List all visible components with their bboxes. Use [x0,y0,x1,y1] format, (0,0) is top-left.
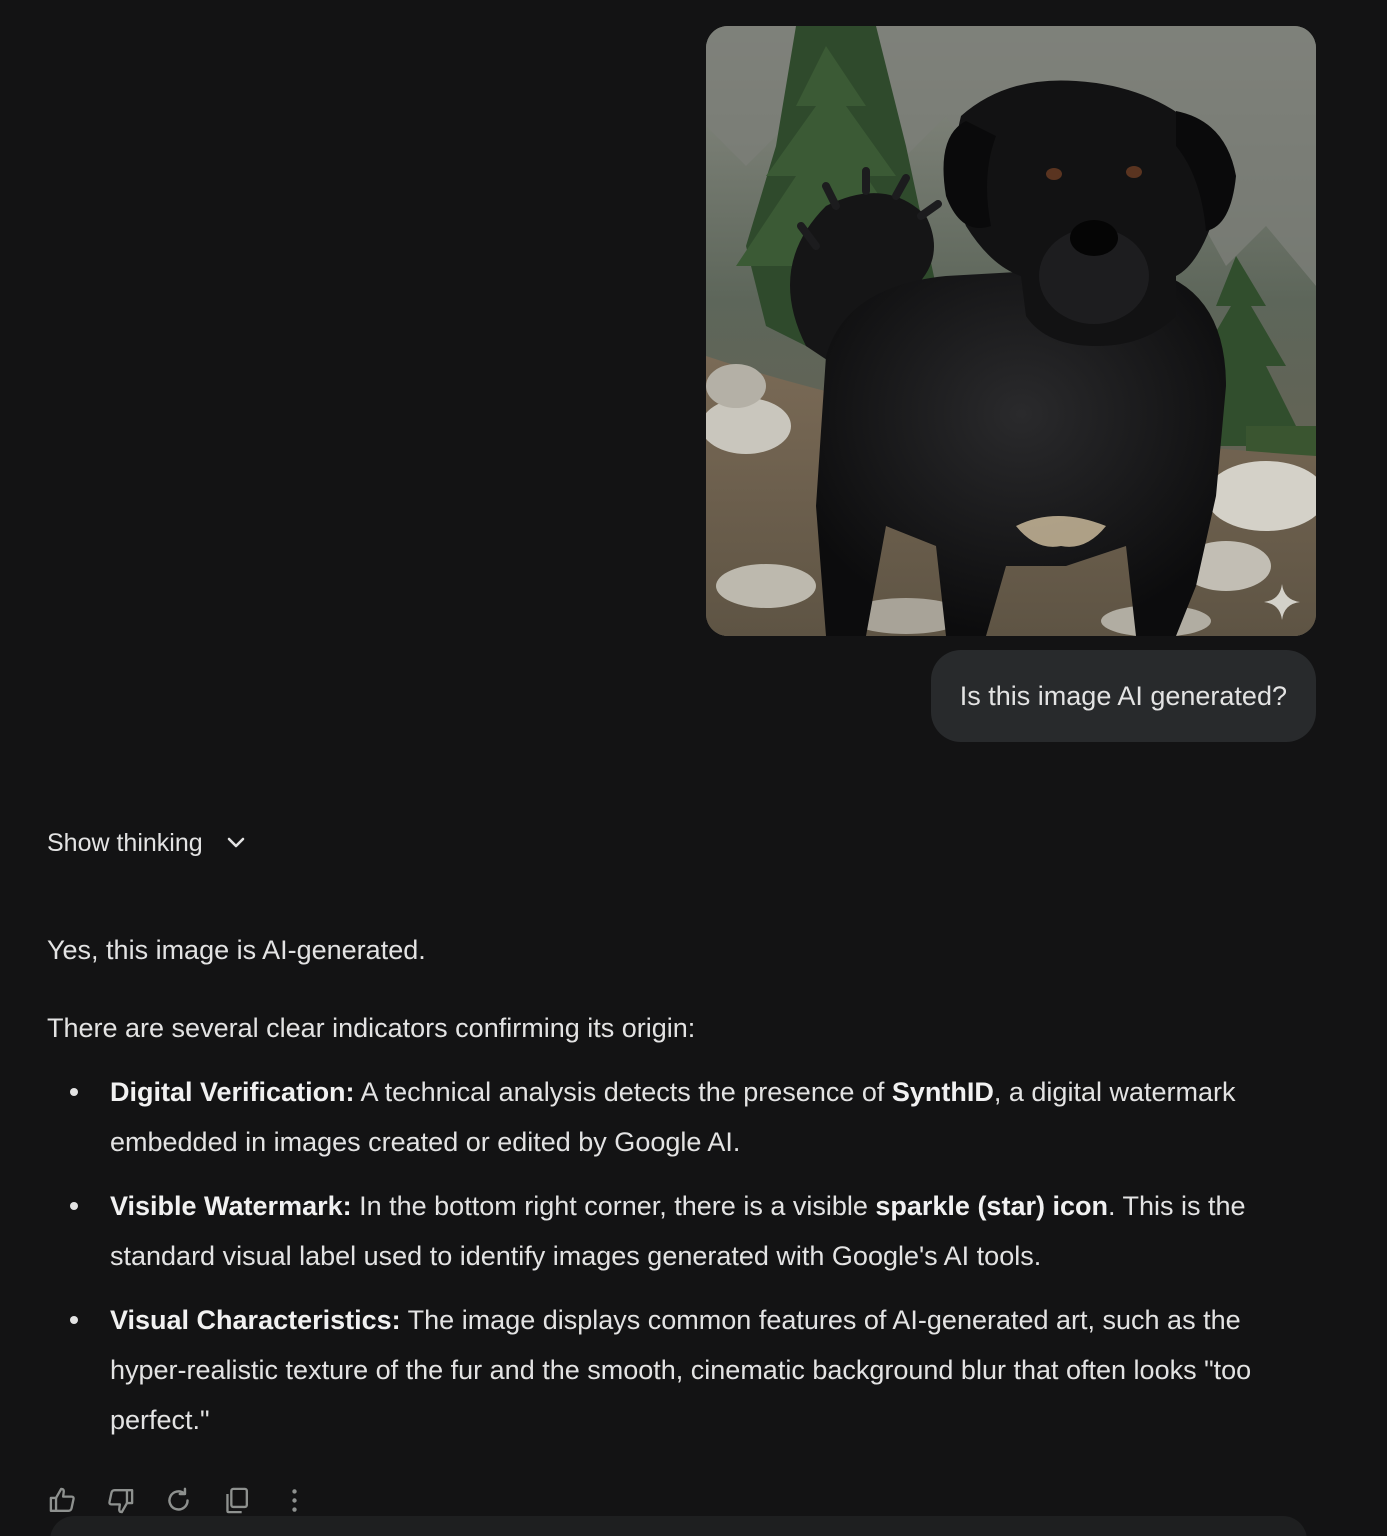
indicator-text: . This is the standard visual label used to identify images generated with Google's AI tools. [110,1191,1246,1271]
response-intro: There are several clear indicators confirming its origin: [47,1013,696,1043]
indicator-emphasis: SynthID [891,1077,994,1107]
response-lead: Yes, this image is AI-generated. [47,935,426,965]
indicator-title: Visible Watermark: [110,1191,352,1221]
show-thinking-toggle[interactable] [47,822,247,864]
indicator-emphasis: sparkle (star) icon [875,1191,1108,1221]
thumbs-up-icon[interactable] [47,1485,78,1516]
indicator-text: In the bottom right corner, there is a visible [351,1191,876,1221]
indicator-text: , a digital watermark embedded in images created or edited by Google AI. [110,1077,1236,1157]
indicator-item [47,1295,1317,1445]
regenerate-icon[interactable] [163,1485,194,1516]
uploaded-image[interactable] [706,26,1316,636]
user-message-bubble [931,650,1316,742]
indicator-item [47,1181,1317,1281]
indicator-item [47,1067,1317,1167]
chevron-down-icon [225,832,247,854]
model-response [47,925,1317,1459]
indicator-title: Digital Verification: [110,1077,355,1107]
response-actions [47,1485,310,1516]
indicator-title: Visual Characteristics: [110,1305,401,1335]
thumbs-down-icon[interactable] [105,1485,136,1516]
input-area-edge [0,1516,1387,1536]
copy-icon[interactable] [221,1485,252,1516]
show-thinking-label: Show thinking [47,828,203,857]
user-message-text: Is this image AI generated? [959,680,1287,711]
dog-photo [706,26,1316,636]
more-options-icon[interactable] [279,1485,310,1516]
indicator-list [47,1067,1317,1445]
indicator-text: The image displays common features of AI-generated art, such as the hyper-realistic texture of the fur and the smooth, cinematic background blur that often looks "too perfect." [110,1305,1252,1435]
indicator-text: A technical analysis detects the presence of [354,1077,892,1107]
prompt-input-top[interactable] [50,1516,1307,1536]
